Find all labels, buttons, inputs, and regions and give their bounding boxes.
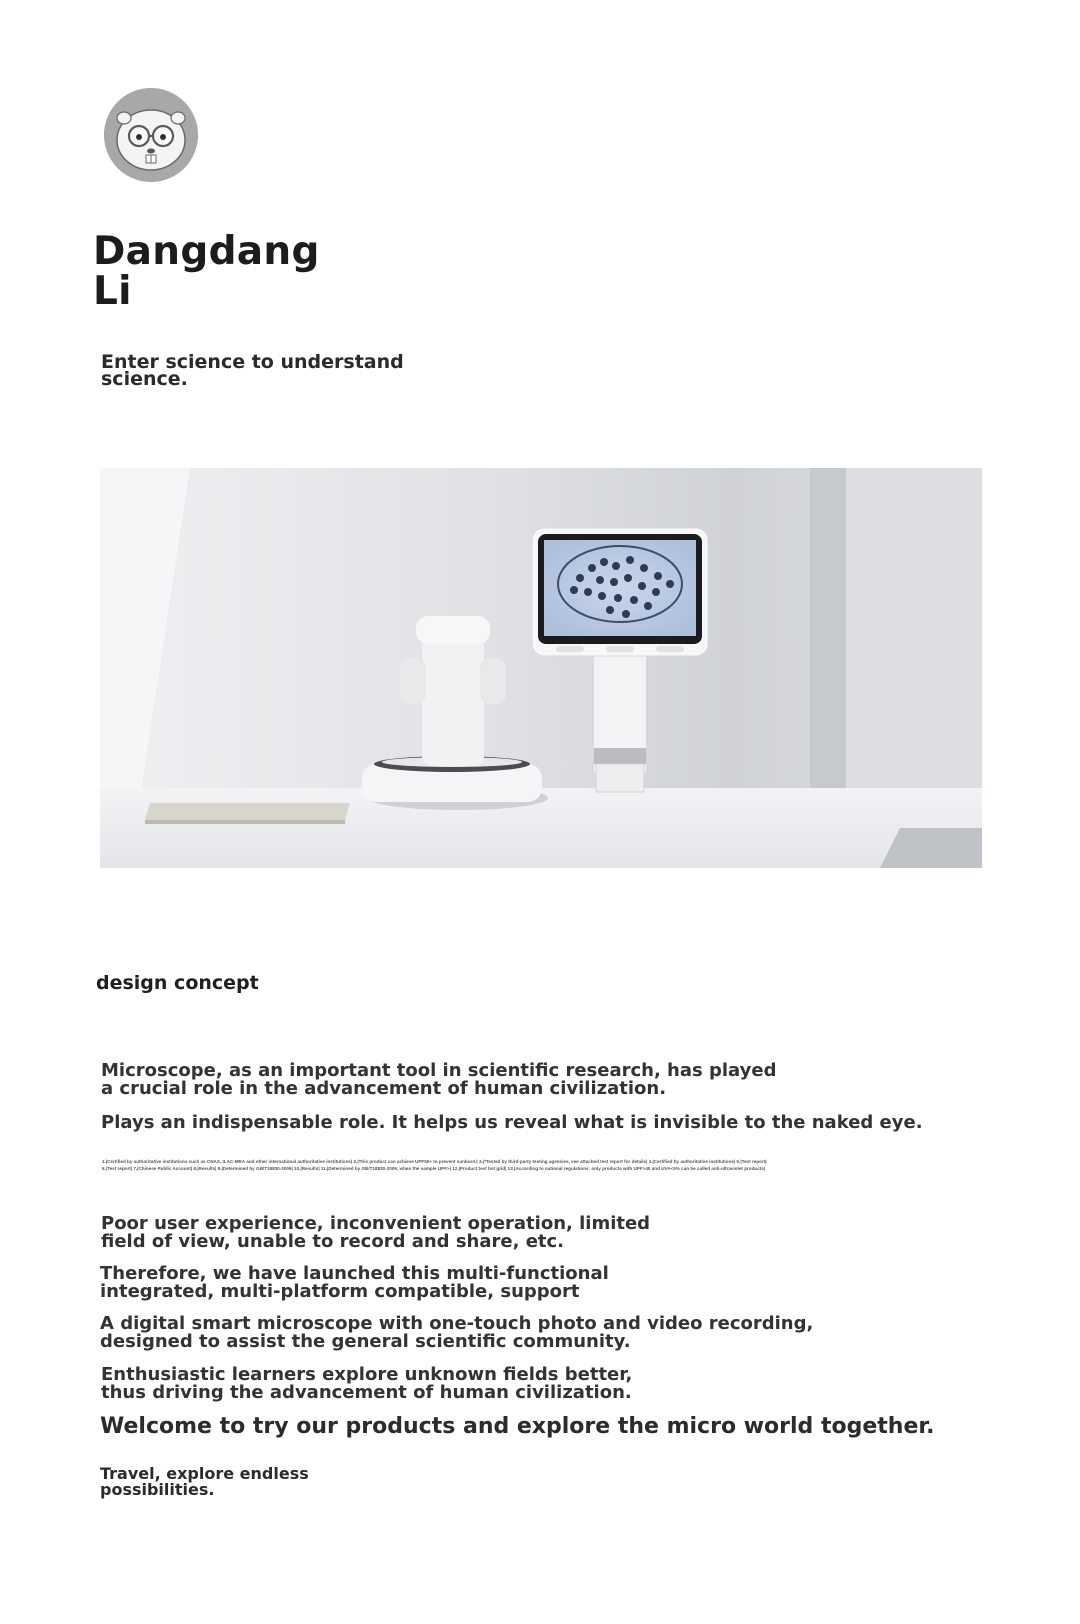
beaver-with-glasses-icon	[104, 88, 198, 182]
paragraph: Microscope, as an important tool in scientific research, has played a crucial role in the advancement of human civilization.	[101, 1060, 777, 1099]
digital-microscope-product-photo	[100, 468, 982, 868]
fine-print-footnotes: 1.|Certified by authoritative institutions such as CNAS, ILAC-MRA and other international authoritative institutions| 2.|This product can achieve UPF50+ to prevent sunburn.| 3.|*Tested by third-party testing agencies, see attached test report for details| 4.|Certified by authoritative institutions| 5.|Test report| 6.|Test report| 7.|Chinese Public Account| 8.|Results| 9.|Determined by GB/T18830-2009| 10.|Results| 11.|Determined by GB/T18830-2009, when the sample UPF>| 12.|Product test hot grid| 13.|According to national regulations: only products with UPF>40 and UVA<5% can be called anti-ultraviolet products|	[102, 1159, 767, 1171]
paragraph: Therefore, we have launched this multi-functional integrated, multi-platform compatible, support	[100, 1263, 609, 1302]
avatar	[104, 88, 198, 182]
paragraph: Plays an indispensable role. It helps us reveal what is invisible to the naked eye.	[101, 1112, 923, 1133]
welcome-message: Welcome to try our products and explore the micro world together.	[100, 1414, 935, 1439]
paragraph: Enthusiastic learners explore unknown fields better, thus driving the advancement of human civilization.	[101, 1364, 633, 1403]
section-heading-design-concept: design concept	[96, 972, 259, 994]
paragraph: A digital smart microscope with one-touch photo and video recording, designed to assist the general scientific community.	[100, 1313, 814, 1352]
paragraph: Poor user experience, inconvenient operation, limited field of view, unable to record and share, etc.	[101, 1213, 651, 1252]
closing-line: Travel, explore endless possibilities.	[100, 1464, 309, 1499]
profile-tagline: Enter science to understand science.	[101, 351, 404, 390]
hero-product-image	[100, 468, 982, 868]
profile-name: Dangdang Li	[93, 229, 320, 314]
